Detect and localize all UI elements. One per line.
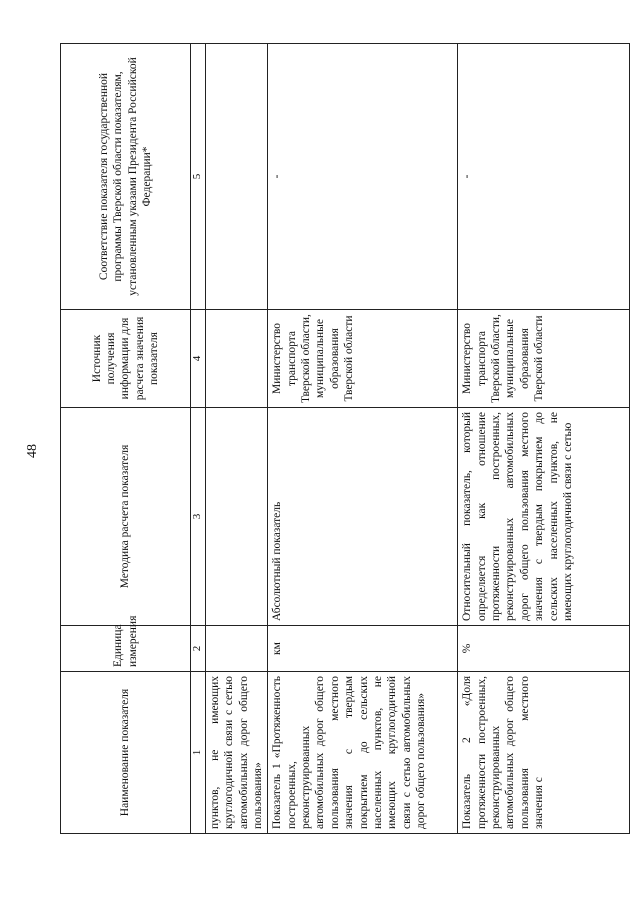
column-number: 3 <box>191 408 206 626</box>
header-correspondence: Соответствие показателя государственной программы Тверской области показателям, установленным указами Президента Российской Федерации* <box>61 44 191 310</box>
unit-cell: % <box>458 626 630 672</box>
method-cell: Абсолютный показатель <box>268 408 458 626</box>
unit-cell <box>205 626 268 672</box>
indicator-name-cell: Показатель 1 «Протяженность построенных, реконструированных автомобильных дорог общего пользования местного значения с твердым покрытием до сельских населенных пунктов, не имеющих круглогодичной связи с сетью автомобильных дорог общего пользования» <box>268 672 458 834</box>
unit-cell: км <box>268 626 458 672</box>
table-row <box>205 44 268 834</box>
source-cell: Министерство транспорта Тверской области, муниципальные образования Тверской области <box>268 310 458 408</box>
header-method: Методика расчета показателя <box>61 408 191 626</box>
indicators-table <box>60 43 630 834</box>
column-number: 2 <box>191 626 206 672</box>
column-number: 4 <box>191 310 206 408</box>
source-cell <box>205 310 268 408</box>
header-unit: Единица измерения <box>61 626 191 672</box>
column-number: 5 <box>191 44 206 310</box>
header-row <box>61 44 191 834</box>
method-cell <box>205 408 268 626</box>
header-name: Наименование показателя <box>61 672 191 834</box>
indicator-name-cell: Показатель 2 «Доля протяженности построенных, реконструированных автомобильных дорог общего пользования местного значения с <box>458 672 630 834</box>
header-source: Источник получения информации для расчета значения показателя <box>61 310 191 408</box>
page-number: 48 <box>25 444 40 458</box>
indicator-name-cell: пунктов, не имеющих круглогодичной связи с сетью автомобильных дорог общего пользования» <box>205 672 268 834</box>
correspondence-cell <box>205 44 268 310</box>
table-row <box>458 44 630 834</box>
rotated-table <box>60 44 630 834</box>
table-container <box>60 44 640 829</box>
column-number: 1 <box>191 672 206 834</box>
source-cell: Министерство транспорта Тверской области, муниципальные образования Тверской области <box>458 310 630 408</box>
correspondence-cell: - <box>458 44 630 310</box>
table-row <box>268 44 458 834</box>
correspondence-cell: - <box>268 44 458 310</box>
method-cell: Относительный показатель, который определяется как отношение протяженности построенных, реконструированных автомобильных дорог общего пользования местного значения с твердым покрытием до сельских населенных пунктов, не имеющих круглогодичной связи с сетью <box>458 408 630 626</box>
column-number-row <box>191 44 206 834</box>
